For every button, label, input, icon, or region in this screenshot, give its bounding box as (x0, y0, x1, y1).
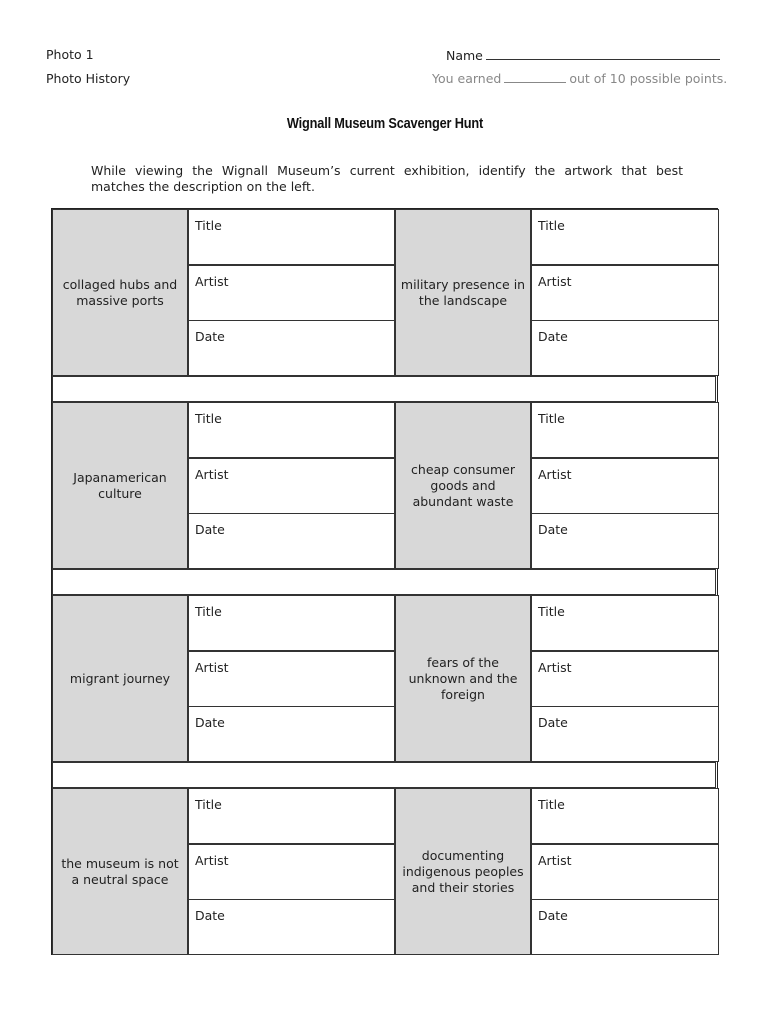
title-field-left-3[interactable]: Title (188, 595, 395, 651)
description-right-1: military presence in the landscape (395, 209, 531, 376)
date-field-left-3[interactable]: Date (188, 706, 395, 762)
spacer-row (52, 762, 716, 788)
spacer-row (52, 569, 716, 595)
artist-field-left-3[interactable]: Artist (188, 651, 395, 707)
score-line (432, 71, 727, 86)
description-left-4: the museum is not a neutral space (52, 788, 188, 955)
date-field-right-3[interactable]: Date (531, 706, 719, 762)
description-left-3: migrant journey (52, 595, 188, 762)
name-line[interactable] (486, 47, 720, 60)
date-field-left-1[interactable]: Date (188, 320, 395, 376)
instructions: While viewing the Wignall Museum’s current exhibition, identify the artwork that best matches the description on the left. (91, 163, 683, 194)
score-blank[interactable] (504, 71, 566, 83)
name-field[interactable] (446, 47, 720, 63)
artist-field-left-2[interactable]: Artist (188, 458, 395, 514)
artist-field-left-1[interactable]: Artist (188, 265, 395, 321)
artist-field-right-1[interactable]: Artist (531, 265, 719, 321)
spacer-row (52, 376, 716, 402)
description-right-2: cheap consumer goods and abundant waste (395, 402, 531, 569)
artist-field-right-2[interactable]: Artist (531, 458, 719, 514)
page-title: Wignall Museum Scavenger Hunt (286, 116, 484, 132)
name-label: Name (446, 48, 483, 63)
date-field-right-4[interactable]: Date (531, 899, 719, 955)
title-field-left-2[interactable]: Title (188, 402, 395, 458)
artist-field-left-4[interactable]: Artist (188, 844, 395, 900)
title-field-right-4[interactable]: Title (531, 788, 719, 844)
header-course-label: Photo History (46, 71, 131, 86)
earned-prefix: You earned (432, 71, 502, 86)
header-photo-label: Photo 1 (46, 47, 94, 62)
title-field-left-1[interactable]: Title (188, 209, 395, 265)
title-field-right-3[interactable]: Title (531, 595, 719, 651)
description-right-3: fears of the unknown and the foreign (395, 595, 531, 762)
date-field-right-2[interactable]: Date (531, 513, 719, 569)
artist-field-right-4[interactable]: Artist (531, 844, 719, 900)
date-field-right-1[interactable]: Date (531, 320, 719, 376)
date-field-left-4[interactable]: Date (188, 899, 395, 955)
title-field-right-1[interactable]: Title (531, 209, 719, 265)
description-left-2: Japanamerican culture (52, 402, 188, 569)
date-field-left-2[interactable]: Date (188, 513, 395, 569)
title-field-left-4[interactable]: Title (188, 788, 395, 844)
scavenger-table (51, 208, 718, 955)
description-left-1: collaged hubs and massive ports (52, 209, 188, 376)
artist-field-right-3[interactable]: Artist (531, 651, 719, 707)
description-right-4: documenting indigenous peoples and their stories (395, 788, 531, 955)
title-field-right-2[interactable]: Title (531, 402, 719, 458)
earned-suffix: out of 10 possible points. (569, 71, 728, 86)
